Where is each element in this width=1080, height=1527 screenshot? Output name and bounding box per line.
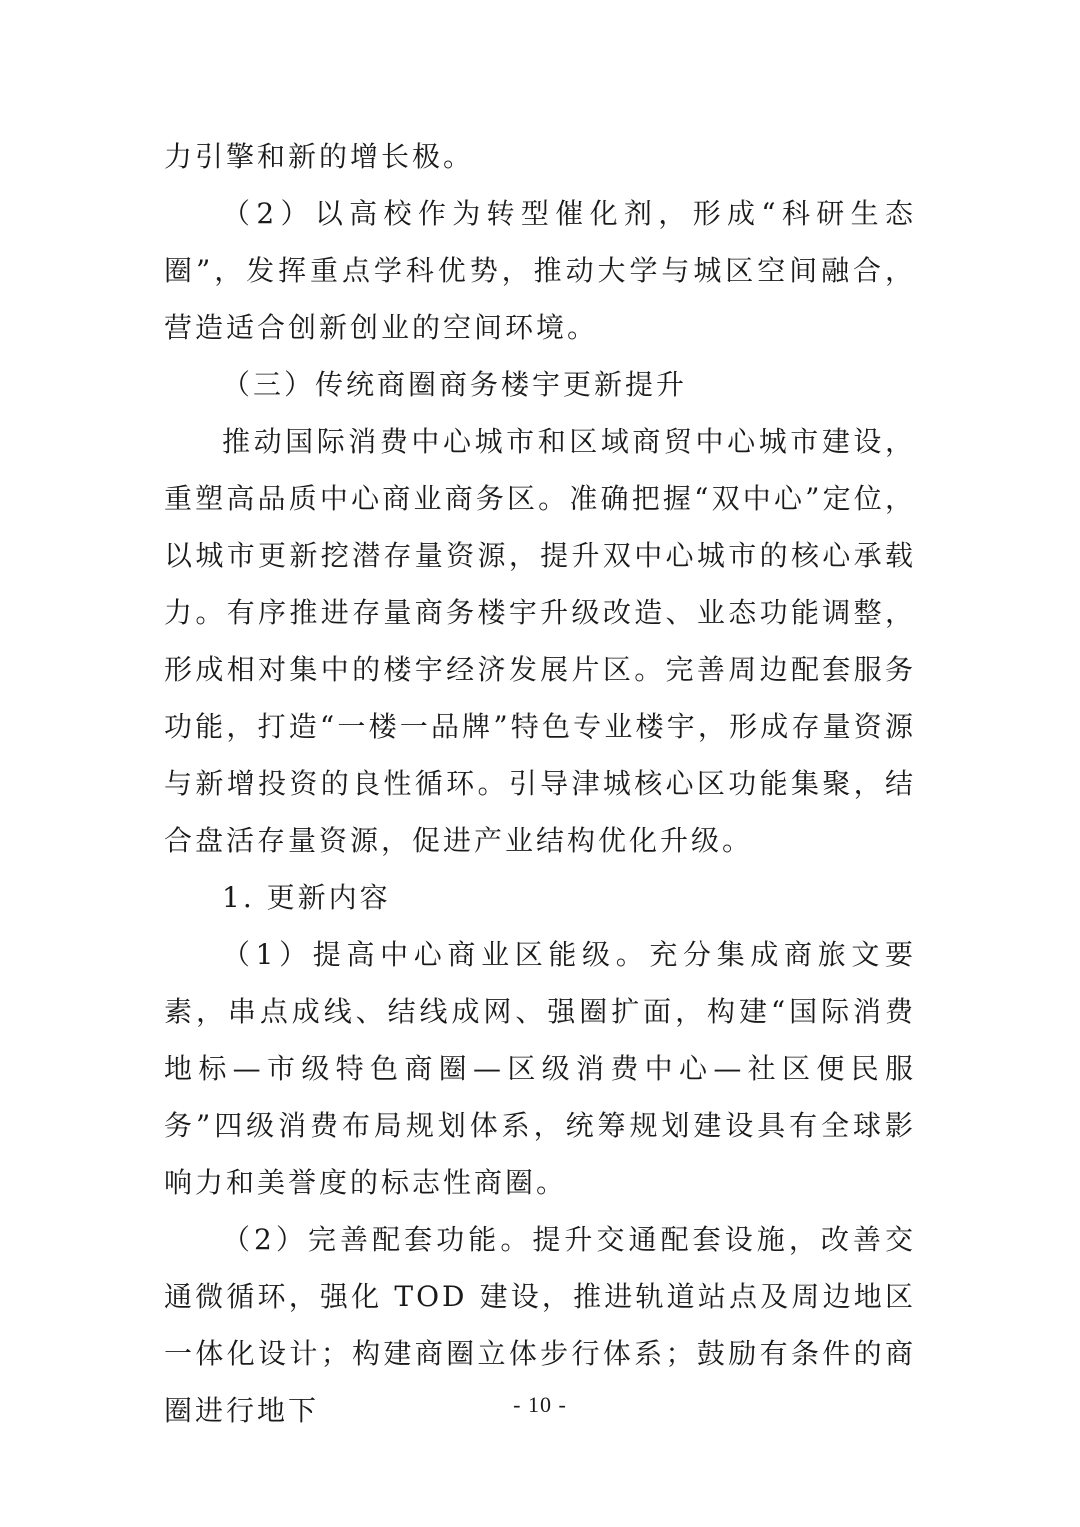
section-heading-traditional-business-districts: （三）传统商圈商务楼宇更新提升 [222, 368, 688, 401]
page-number: - 10 - [513, 1392, 567, 1417]
subheading-update-content: 1. 更新内容 [222, 881, 391, 914]
body-text [164, 128, 916, 1439]
paragraph-continuation: 力引擎和新的增长极。 [164, 140, 475, 173]
paragraph-cbd-level: （1）提高中心商业区能级。充分集成商旅文要素，串点成线、结线成网、强圈扩面，构建“国际消费地标—市级特色商圈—区级消费中心—社区便民服务”四级消费布局规划体系，统筹规划建设具有全球影响力和美誉度的标志性商圈。 [164, 938, 916, 1199]
paragraph-consumption-center: 推动国际消费中心城市和区域商贸中心城市建设，重塑高品质中心商业商务区。准确把握“双中心”定位，以城市更新挖潜存量资源，提升双中心城市的核心承载力。有序推进存量商务楼宇升级改造、业态功能调整，形成相对集中的楼宇经济发展片区。完善周边配套服务功能，打造“一楼一品牌”特色专业楼宇，形成存量资源与新增投资的良性循环。引导津城核心区功能集聚，结合盘活存量资源，促进产业结构优化升级。 [164, 425, 916, 857]
paragraph-supporting-functions: （2）完善配套功能。提升交通配套设施，改善交通微循环，强化 TOD 建设，推进轨道站点及周边地区一体化设计；构建商圈立体步行体系；鼓励有条件的商圈进行地下 [164, 1223, 916, 1427]
paragraph-research-ecosystem: （2）以高校作为转型催化剂，形成“科研生态圈”，发挥重点学科优势，推动大学与城区空间融合，营造适合创新创业的空间环境。 [164, 197, 916, 344]
